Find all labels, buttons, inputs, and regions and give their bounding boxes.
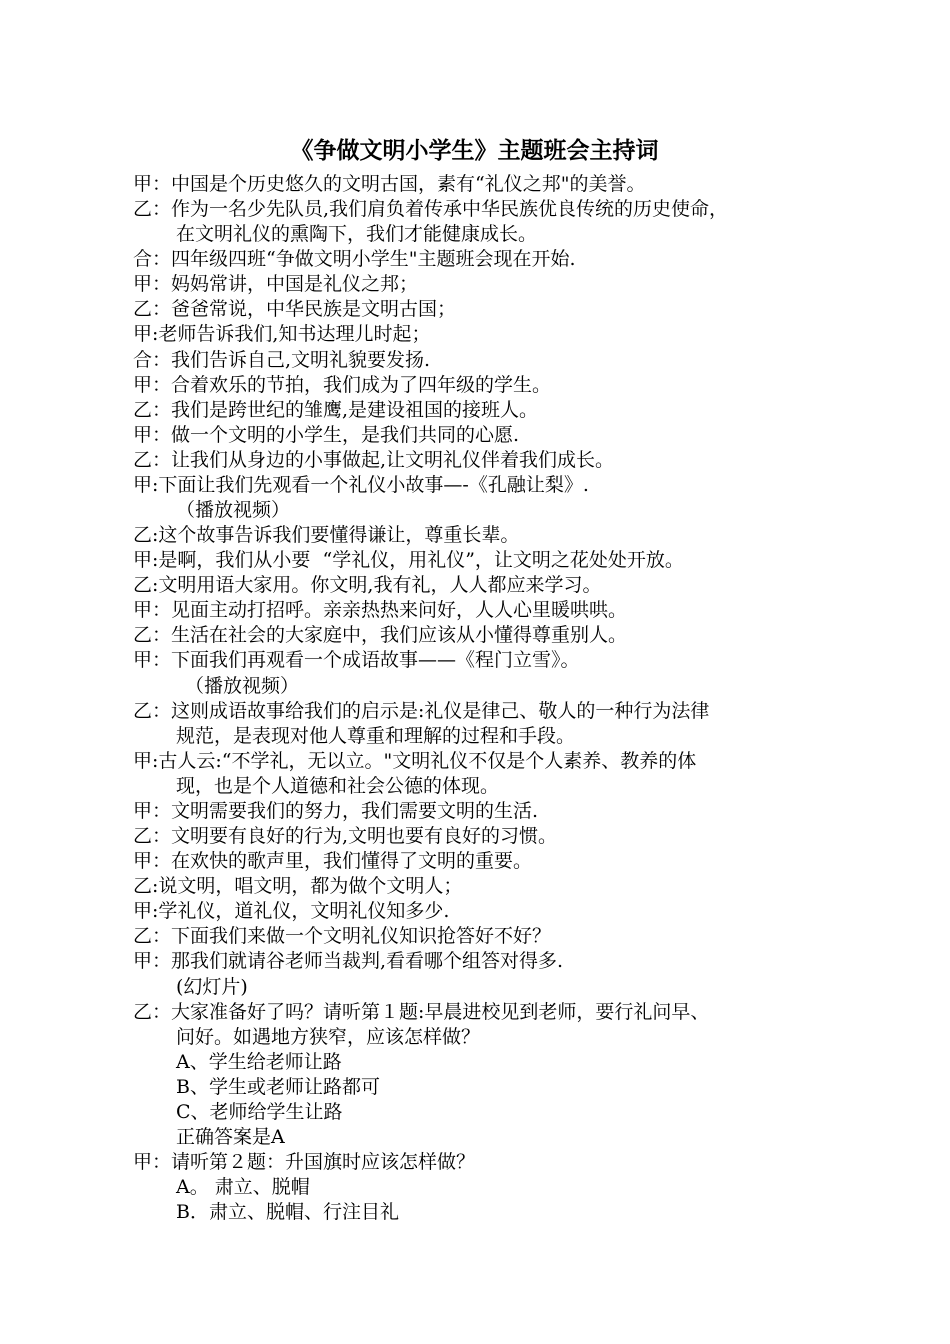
text-line: 乙：作为一名少先队员,我们肩负着传承中华民族优良传统的历史使命， xyxy=(133,198,729,221)
text-line: 甲:是啊，我们从小要 “学礼仪，用礼仪”，让文明之花处处开放。 xyxy=(133,549,684,572)
quiz-option: B、学生或老师让路都可 xyxy=(176,1075,380,1098)
text-line: 乙：大家准备好了吗？请听第１题:早晨进校见到老师，要行礼问早、 xyxy=(133,1000,710,1023)
quiz-option: C、老师给学生让路 xyxy=(176,1100,343,1123)
text-line: 乙：文明要有良好的行为,文明也要有良好的习惯。 xyxy=(133,825,558,848)
text-line: 乙:这个故事告诉我们要懂得谦让，尊重长辈。 xyxy=(133,524,520,547)
text-line: 甲：请听第２题：升国旗时应该怎样做？ xyxy=(133,1151,476,1174)
text-line: 乙:文明用语大家用。你文明,我有礼，人人都应来学习。 xyxy=(133,574,602,597)
text-line: 甲：合着欢乐的节拍，我们成为了四年级的学生。 xyxy=(133,373,552,396)
quiz-option: A、学生给老师让路 xyxy=(176,1050,342,1073)
text-line: 乙：爸爸常说，中华民族是文明古国； xyxy=(133,298,457,321)
text-line: 问好。如遇地方狭窄，应该怎样做？ xyxy=(176,1025,481,1048)
text-line: 甲：见面主动打招呼。亲亲热热来问好，人人心里暖哄哄。 xyxy=(133,599,628,622)
quiz-answer: 正确答案是A xyxy=(176,1125,285,1148)
stage-direction: （播放视频） xyxy=(185,674,300,697)
text-line: 乙:说文明，唱文明，都为做个文明人； xyxy=(133,875,463,898)
stage-direction: (幻灯片) xyxy=(176,975,248,998)
text-line: 甲：中国是个历史悠久的文明古国，素有“礼仪之邦"的美誉。 xyxy=(133,173,646,195)
text-line: 甲:老师告诉我们,知书达理儿时起； xyxy=(133,323,431,346)
text-line: 乙：下面我们来做一个文明礼仪知识抢答好不好？ xyxy=(133,925,552,948)
stage-direction: （播放视频） xyxy=(176,499,291,522)
document-title: 《争做文明小学生》主题班会主持词 xyxy=(290,138,659,164)
text-line: 在文明礼仪的熏陶下，我们才能健康成长。 xyxy=(176,223,538,246)
text-line: 现，也是个人道德和社会公德的体现。 xyxy=(176,774,500,797)
document-body xyxy=(133,172,950,1225)
text-line: 甲：在欢快的歌声里，我们懂得了文明的重要。 xyxy=(133,850,533,873)
text-line: 甲:古人云:“不学礼，无以立。"文明礼仪不仅是个人素养、教养的体 xyxy=(133,749,697,772)
text-line: 乙：我们是跨世纪的雏鹰,是建设祖国的接班人。 xyxy=(133,398,539,421)
text-line: 甲：文明需要我们的努力，我们需要文明的生活. xyxy=(133,799,539,822)
text-line: 合：我们告诉自己,文明礼貌要发扬. xyxy=(133,348,431,371)
text-line: 甲：那我们就请谷老师当裁判,看看哪个组答对得多. xyxy=(133,950,564,973)
text-line: 乙：这则成语故事给我们的启示是:礼仪是律己、敬人的一种行为法律 xyxy=(133,699,710,722)
text-line: 甲:下面让我们先观看一个礼仪小故事—-《孔融让梨》. xyxy=(133,473,589,496)
text-line: 乙：让我们从身边的小事做起,让文明礼仪伴着我们成长。 xyxy=(133,448,615,471)
text-line: 甲：做一个文明的小学生，是我们共同的心愿. xyxy=(133,423,520,446)
text-line: 合：四年级四班“争做文明小学生"主题班会现在开始. xyxy=(133,248,576,271)
text-line: 甲：下面我们再观看一个成语故事——《程门立雪》。 xyxy=(133,649,580,672)
text-line: 甲：妈妈常讲，中国是礼仪之邦； xyxy=(133,273,419,296)
quiz-option: B．肃立、脱帽、行注目礼 xyxy=(176,1201,399,1224)
text-line: 规范，是表现对他人尊重和理解的过程和手段。 xyxy=(176,724,576,747)
quiz-option: A。 肃立、脱帽 xyxy=(176,1176,310,1199)
text-line: 乙：生活在社会的大家庭中，我们应该从小懂得尊重别人。 xyxy=(133,624,628,647)
text-line: 甲:学礼仪，道礼仪，文明礼仪知多少. xyxy=(133,900,450,923)
